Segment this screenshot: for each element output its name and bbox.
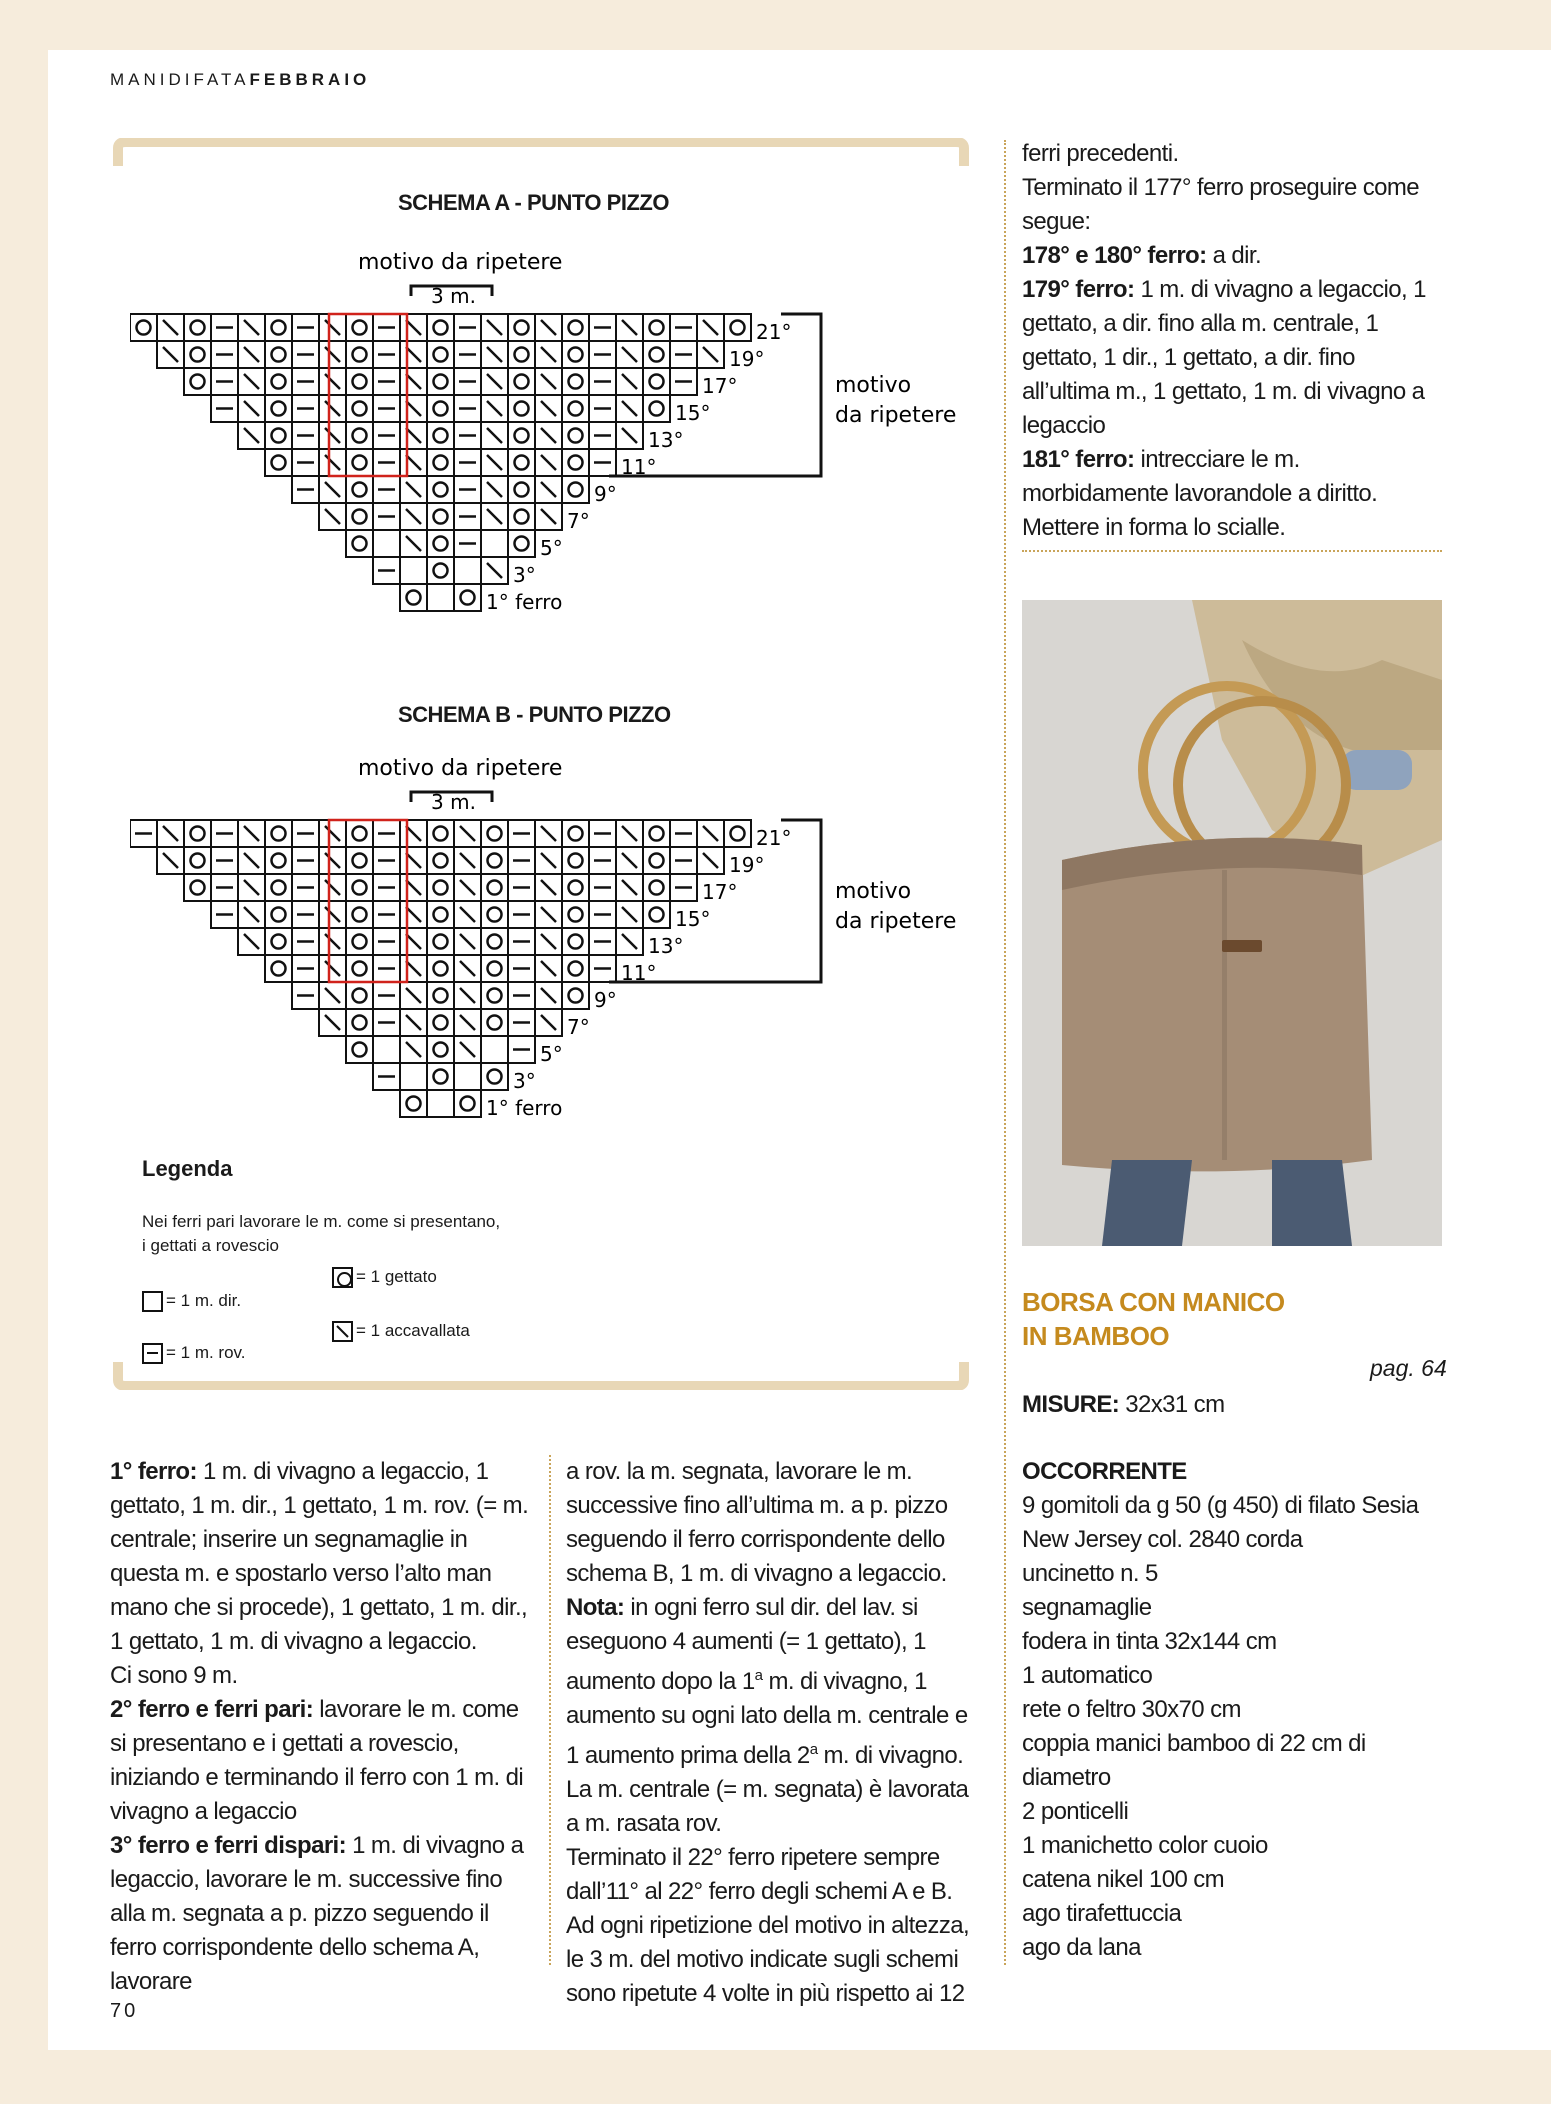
chart-cell — [562, 395, 589, 422]
chart-cell — [346, 847, 373, 874]
chart-cell — [562, 982, 589, 1009]
schema-b-repeat-width: 3 m. — [431, 790, 476, 814]
legend-rov: = 1 m. rov. — [166, 1343, 246, 1362]
issue-month: FEBBRAIO — [249, 70, 371, 89]
chart-frame-top — [112, 138, 970, 168]
row-label: 9° — [594, 482, 617, 506]
row-label: 15° — [675, 907, 711, 931]
chart-cell — [643, 314, 670, 341]
col3-para-1: ferri precedenti. — [1022, 140, 1179, 167]
row-label: 15° — [675, 401, 711, 425]
chart-cell — [346, 820, 373, 847]
col3-para-5: 181° ferro: intrecciare le m. morbidamente lavorandole a diritto. — [1022, 446, 1378, 507]
legend-accavallata: = 1 accavallata — [356, 1321, 470, 1340]
magazine-name: MANIDIFATA — [110, 70, 250, 89]
bag-title — [1022, 1285, 1285, 1353]
running-header — [110, 70, 370, 90]
chart-cell — [427, 503, 454, 530]
chart-cell — [346, 449, 373, 476]
chart-cell — [265, 368, 292, 395]
chart-cell — [427, 982, 454, 1009]
chart-cell — [400, 1090, 427, 1117]
chart-cell — [427, 449, 454, 476]
section-divider — [1022, 550, 1442, 552]
chart-cell — [265, 449, 292, 476]
chart-cell — [130, 314, 157, 341]
chart-cell — [427, 1063, 454, 1090]
chart-cell — [724, 820, 751, 847]
legend-note-line-2: i gettati a rovescio — [142, 1236, 280, 1255]
chart-cell — [265, 341, 292, 368]
chart-cell — [508, 314, 535, 341]
col3-para-2: Terminato il 177° ferro proseguire come segue: — [1022, 174, 1420, 235]
chart-cell — [508, 530, 535, 557]
chart-cell — [481, 874, 508, 901]
col1-para-2: Ci sono 9 m. — [110, 1662, 238, 1689]
row-label: 13° — [648, 428, 684, 452]
row-label: 13° — [648, 934, 684, 958]
chart-cell — [427, 955, 454, 982]
row-label: 19° — [729, 853, 765, 877]
legend-dir: = 1 m. dir. — [166, 1291, 242, 1310]
chart-cell — [481, 820, 508, 847]
chart-cell — [184, 368, 211, 395]
legend — [140, 1150, 640, 1370]
occorrente-item: catena nikel 100 cm — [1022, 1866, 1225, 1893]
occorrente-item: uncinetto n. 5 — [1022, 1560, 1158, 1587]
chart-cell — [427, 1009, 454, 1036]
chart-cell — [508, 368, 535, 395]
col3-para-6: Mettere in forma lo scialle. — [1022, 514, 1286, 541]
schema-b-side-label-2: da ripetere — [835, 909, 957, 934]
row-label: 11° — [621, 961, 657, 985]
chart-cell — [346, 874, 373, 901]
chart-cell — [481, 982, 508, 1009]
chart-cell — [481, 1063, 508, 1090]
chart-cell — [184, 847, 211, 874]
chart-cell — [184, 314, 211, 341]
chart-cell — [346, 530, 373, 557]
chart-cell — [427, 1036, 454, 1063]
chart-cell — [562, 341, 589, 368]
occorrente-item: ago tirafettuccia — [1022, 1900, 1182, 1927]
legend-note-line-1: Nei ferri pari lavorare le m. come si presentano, — [142, 1212, 501, 1231]
occorrente-item: 1 manichetto color cuoio — [1022, 1832, 1268, 1859]
chart-cell — [265, 901, 292, 928]
chart-cell — [427, 476, 454, 503]
chart-cell — [265, 422, 292, 449]
chart-cell — [562, 955, 589, 982]
occorrente-title: OCCORRENTE — [1022, 1458, 1187, 1485]
legend-note — [142, 1210, 562, 1258]
chart-cell — [427, 874, 454, 901]
chart-cell — [346, 982, 373, 1009]
schema-a-repeat-width: 3 m. — [431, 284, 476, 308]
schema-b-chart — [130, 746, 960, 1126]
chart-cell — [400, 557, 427, 584]
chart-cell — [427, 368, 454, 395]
chart-cell — [184, 341, 211, 368]
col1-para-4: 3° ferro e ferri dispari: 1 m. di vivagno a legaccio, lavorare le m. successive fino alla m. segnata a p. pizzo seguendo il ferro corrispondente dello schema A, lavorare — [110, 1832, 524, 1995]
col2-para-4: Ad ogni ripetizione del motivo in altezza, le 3 m. del motivo indicate sugli schemi sono ripetute 4 volte in più rispetto ai 12 — [566, 1912, 970, 2007]
yarn-over-symbol — [332, 1267, 353, 1288]
chart-cell — [454, 1063, 481, 1090]
chart-cell — [481, 847, 508, 874]
chart-cell — [562, 928, 589, 955]
chart-cell — [346, 1009, 373, 1036]
chart-cell — [562, 476, 589, 503]
row-label: 21° — [756, 320, 792, 344]
chart-cell — [643, 820, 670, 847]
chart-cell — [562, 820, 589, 847]
bag-title-line-2: IN BAMBOO — [1022, 1321, 1170, 1351]
chart-cell — [643, 341, 670, 368]
schema-b-grid — [130, 820, 821, 1120]
occorrente-item: segnamaglie — [1022, 1594, 1152, 1621]
chart-cell — [373, 1036, 400, 1063]
chart-cell — [508, 422, 535, 449]
chart-cell — [346, 503, 373, 530]
chart-cell — [643, 874, 670, 901]
chart-cell — [427, 422, 454, 449]
chart-cell — [346, 955, 373, 982]
schema-a-title: SCHEMA A - PUNTO PIZZO — [398, 190, 669, 215]
column-divider-2 — [1004, 140, 1006, 1965]
col2-para-2: Nota: in ogni ferro sul dir. del lav. si eseguono 4 aumenti (= 1 gettato), 1 aumento dopo la 1$^a$ m. di vivagno, 1 aumento su ogni lato della m. centrale e 1 aumento prima della 2$^a$ m. di vivagno. La m. centrale (= m. segnata) è lavorata a m. rasata rov. — [566, 1594, 969, 1837]
chart-cell — [427, 820, 454, 847]
schema-a-side-label-2: da ripetere — [835, 403, 957, 428]
row-label: 11° — [621, 455, 657, 479]
chart-cell — [265, 955, 292, 982]
chart-cell — [508, 395, 535, 422]
occorrente-list — [1022, 1455, 1447, 1965]
chart-cell — [643, 901, 670, 928]
chart-cell — [454, 584, 481, 611]
row-label: 17° — [702, 374, 738, 398]
chart-cell — [427, 557, 454, 584]
chart-cell — [265, 820, 292, 847]
chart-cell — [427, 928, 454, 955]
occorrente-item: 9 gomitoli da g 50 (g 450) di filato Sesia New Jersey col. 2840 corda — [1022, 1492, 1419, 1553]
chart-cell — [562, 422, 589, 449]
col2-para-1: a rov. la m. segnata, lavorare le m. successive fino all’ultima m. a p. pizzo seguendo il ferro corrispondente dello schema B, 1 m. di vivagno a legaccio. — [566, 1458, 948, 1587]
text-column-1 — [110, 1455, 530, 1999]
schema-a-chart — [130, 240, 960, 620]
chart-cell — [427, 901, 454, 928]
chart-cell — [508, 449, 535, 476]
chart-cell — [346, 341, 373, 368]
schema-a-side-label-1: motivo — [835, 373, 912, 398]
page-reference: pag. 64 — [1370, 1355, 1447, 1381]
chart-cell — [346, 422, 373, 449]
chart-cell — [562, 449, 589, 476]
misure-line — [1022, 1388, 1447, 1422]
knit-stitch-symbol — [142, 1291, 163, 1312]
row-label: 3° — [513, 1069, 536, 1093]
chart-cell — [265, 395, 292, 422]
legend-gettato: = 1 gettato — [356, 1267, 437, 1286]
chart-cell — [265, 928, 292, 955]
chart-cell — [427, 584, 454, 611]
text-column-3 — [1022, 137, 1447, 545]
occorrente-item: ago da lana — [1022, 1934, 1141, 1961]
chart-cell — [454, 1090, 481, 1117]
chart-cell — [508, 503, 535, 530]
chart-cell — [562, 901, 589, 928]
col1-para-3: 2° ferro e ferri pari: lavorare le m. come si presentano e i gettati a rovescio, iniziando e terminando il ferro con 1 m. di vivagno a legaccio — [110, 1696, 524, 1825]
chart-cell — [481, 1009, 508, 1036]
row-label: 1° ferro — [486, 1096, 563, 1120]
chart-cell — [265, 314, 292, 341]
chart-cell — [346, 1036, 373, 1063]
purl-stitch-symbol — [142, 1343, 163, 1364]
chart-cell — [427, 530, 454, 557]
schema-b-repeat-label: motivo da ripetere — [358, 756, 563, 781]
chart-cell — [400, 1063, 427, 1090]
schema-b-side-label-1: motivo — [835, 879, 912, 904]
bag-title-line-1: BORSA CON MANICO — [1022, 1287, 1285, 1317]
row-label: 19° — [729, 347, 765, 371]
chart-cell — [508, 476, 535, 503]
skp-decrease-symbol — [332, 1321, 353, 1342]
chart-cell — [643, 847, 670, 874]
page-number: 70 — [110, 2000, 139, 2022]
chart-cell — [643, 368, 670, 395]
chart-cell — [481, 955, 508, 982]
chart-cell — [562, 847, 589, 874]
row-label: 21° — [756, 826, 792, 850]
misure-label: MISURE: — [1022, 1391, 1120, 1418]
col1-para-1: 1° ferro: 1 m. di vivagno a legaccio, 1 gettato, 1 m. dir., 1 gettato, 1 m. rov. (= m. centrale; inserire un segnamaglie in questa m. e spostarlo verso l’alto man mano che si procede), 1 gettato, 1 m. dir., 1 gettato, 1 m. di vivagno a legaccio. — [110, 1458, 529, 1655]
chart-cell — [454, 557, 481, 584]
row-label: 5° — [540, 536, 563, 560]
chart-cell — [562, 368, 589, 395]
misure-value: 32x31 cm — [1119, 1391, 1225, 1418]
chart-cell — [481, 901, 508, 928]
col3-para-4: 179° ferro: 1 m. di vivagno a legaccio, 1 gettato, a dir. fino alla m. centrale, 1 gettato, 1 dir., 1 gettato, a dir. fino all’ultima m., 1 gettato, 1 m. di vivagno a legaccio — [1022, 276, 1426, 439]
chart-cell — [508, 341, 535, 368]
row-label: 5° — [540, 1042, 563, 1066]
chart-cell — [481, 928, 508, 955]
occorrente-item: rete o feltro 30x70 cm — [1022, 1696, 1241, 1723]
row-label: 1° ferro — [486, 590, 563, 614]
col2-para-3: Terminato il 22° ferro ripetere sempre dall’11° al 22° ferro degli schemi A e B. — [566, 1844, 953, 1905]
chart-cell — [427, 314, 454, 341]
chart-cell — [400, 584, 427, 611]
occorrente-item: fodera in tinta 32x144 cm — [1022, 1628, 1277, 1655]
col3-para-3: 178° e 180° ferro: a dir. — [1022, 242, 1262, 269]
chart-cell — [346, 928, 373, 955]
row-label: 7° — [567, 1015, 590, 1039]
legend-title: Legenda — [142, 1156, 233, 1181]
bag-photo — [1022, 600, 1442, 1246]
row-label: 17° — [702, 880, 738, 904]
column-divider-1 — [549, 1455, 551, 1965]
chart-cell — [265, 847, 292, 874]
chart-cell — [265, 874, 292, 901]
chart-cell — [427, 341, 454, 368]
chart-cell — [562, 874, 589, 901]
chart-cell — [481, 1036, 508, 1063]
chart-cell — [346, 314, 373, 341]
chart-cell — [724, 314, 751, 341]
occorrente-item: coppia manici bamboo di 22 cm di diametro — [1022, 1730, 1366, 1791]
schema-b-title: SCHEMA B - PUNTO PIZZO — [398, 702, 671, 727]
occorrente-item: 2 ponticelli — [1022, 1798, 1129, 1825]
chart-cell — [427, 847, 454, 874]
row-label: 3° — [513, 563, 536, 587]
chart-cell — [346, 368, 373, 395]
schema-a-grid — [130, 314, 821, 614]
chart-cell — [481, 530, 508, 557]
chart-cell — [562, 314, 589, 341]
row-label: 7° — [567, 509, 590, 533]
chart-cell — [184, 874, 211, 901]
chart-cell — [427, 1090, 454, 1117]
chart-cell — [427, 395, 454, 422]
chart-cell — [346, 476, 373, 503]
occorrente-item: 1 automatico — [1022, 1662, 1153, 1689]
chart-cell — [346, 395, 373, 422]
chart-cell — [346, 901, 373, 928]
text-column-2 — [566, 1455, 986, 2011]
chart-cell — [643, 395, 670, 422]
chart-cell — [184, 820, 211, 847]
schema-a-repeat-label: motivo da ripetere — [358, 250, 563, 275]
chart-cell — [373, 530, 400, 557]
row-label: 9° — [594, 988, 617, 1012]
